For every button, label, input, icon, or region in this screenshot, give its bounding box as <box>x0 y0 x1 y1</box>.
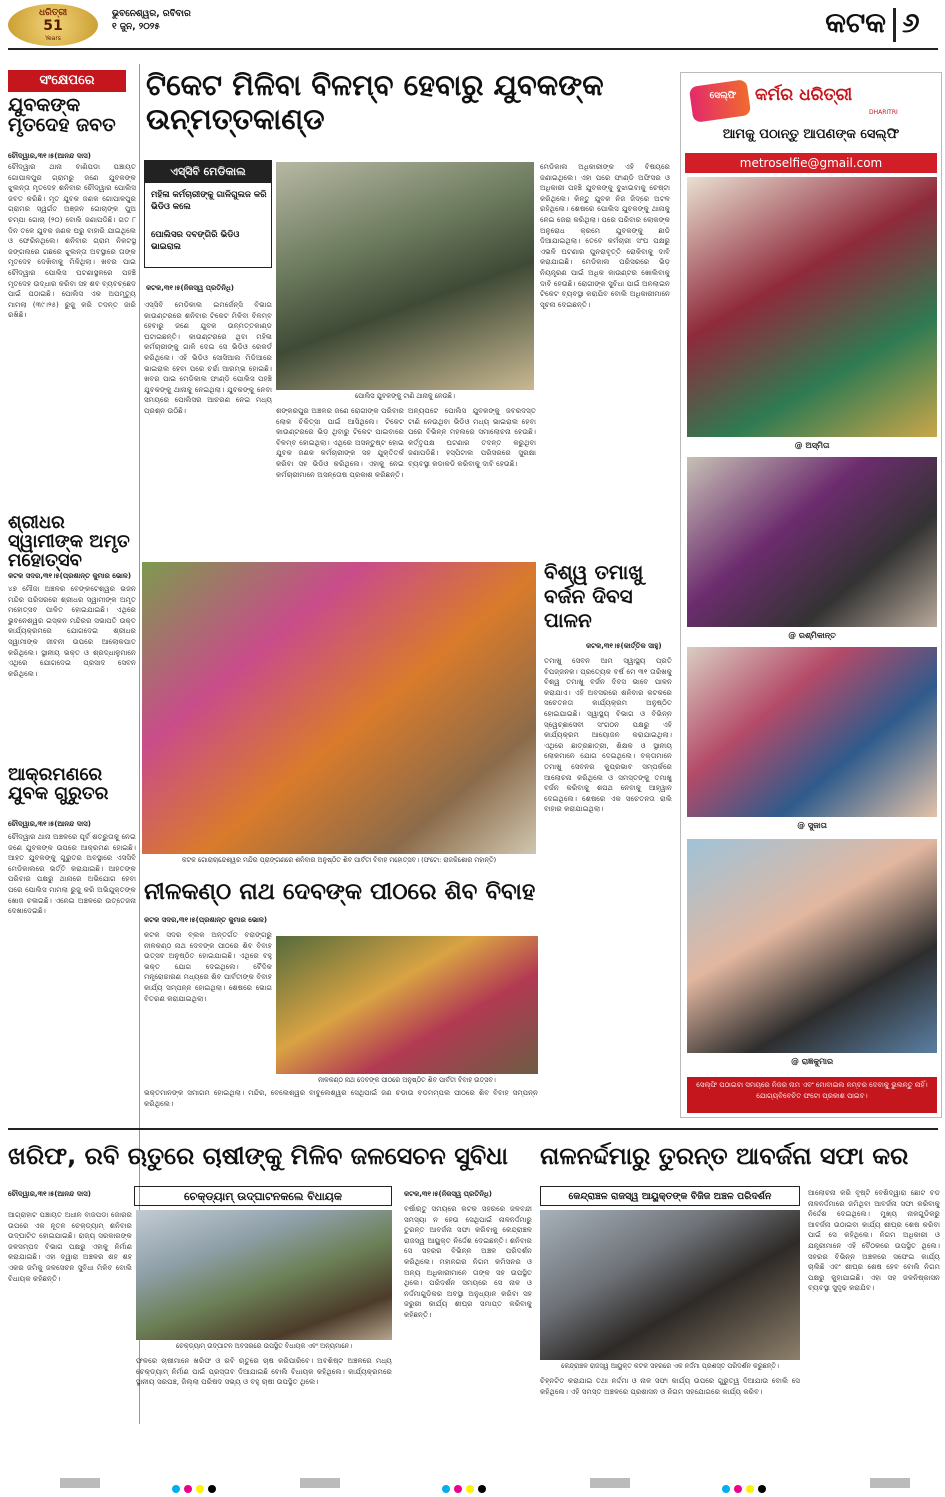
story2-title: ଶ୍ରୀଧର ସ୍ୱାମୀଙ୍କ ଅମୃତ ମହୋତ୍ସବ <box>8 512 130 571</box>
place-date-line1: ଭୁବନେଶ୍ୱର, ରବିବାର <box>112 9 191 19</box>
story3-body: ଚୌଦ୍ୱାର ଥାନା ଅଞ୍ଚଳରେ ପୂର୍ବ ଶତ୍ରୁତାକୁ ନେଇ ଜଣେ ଯୁବକଙ୍କ ଉପରେ ଆକ୍ରମଣ ହୋଇଛି। ଆହତ ଯୁବକଙ୍କୁ ଗୁରୁତର ଅବସ୍ଥାରେ ଏସସିବି ମେଡିକାଲରେ ଭର୍ତ୍ତି କରାଯାଇଛି। ଆହତଙ୍କ ପରିବାର ପକ୍ଷରୁ ଥାନାରେ ଅଭିଯୋଗ ହେବା ପରେ ପୋଲିସ ମାମଲା ରୁଜୁ କରି ଅଭିଯୁକ୍ତଙ୍କ ଖୋଜ ଚଳାଇଛି। ଏନେଇ ଅଞ୍ଚଳରେ ଉତ୍ତେଜନା ଦେଖାଦେଇଛି। <box>8 832 136 916</box>
selfie-caption-3: @ ସୁଜାତା <box>797 821 827 830</box>
bottom-headline-right: ନାଳନର୍ଦ୍ଦମାରୁ ତୁରନ୍ତ ଆବର୍ଜନା ସଫା କର <box>540 1142 909 1170</box>
place-date <box>112 8 272 34</box>
page-number: ୬ <box>902 6 920 39</box>
inspection-photo-caption: କେନ୍ଦ୍ରାଞ୍ଚଳ ରାଜସ୍ୱ ଆୟୁକ୍ତ କଟକ ସହରରେ ଏକ ନର୍ଦ୍ଦମା ପ୍ରଶସ୍ତ ପରିଦର୍ଶନ କରୁଛନ୍ତି। <box>561 1362 779 1370</box>
selfie-photo-4 <box>687 839 937 1053</box>
lead-body-1: ଏସ୍‌ସିବି ମେଡିକାଲ ଇମର୍ଜେନ୍ସି ବିଭାଗ କାଉଣ୍ଟରରେ ଶନିବାର ଟିକେଟ ମିଳିବା ବିଳମ୍ବ ହେବାରୁ ଜଣେ ଯୁବକ ଉନ୍ମତ୍ତକାଣ୍ଡ ଘଟାଇଛନ୍ତି। କାଉଣ୍ଟରରେ ଥିବା ମହିଳା କର୍ମଚାରୀଙ୍କୁ ଗାଳି ଦେଇ ସେ ଭିଡିଓ ରେକର୍ଡ କରିଥିଲେ। ଏହି ଭିଡିଓ ସୋସିଆଲ ମିଡିଆରେ ଭାଇରାଲ ହେବା ପରେ ଚର୍ଚ୍ଚା ଆରମ୍ଭ ହୋଇଛି। ଖବର ପାଇ ମେଡିକାଲ ଫାଣ୍ଡି ପୋଲିସ ପହଞ୍ଚି ଯୁବକଙ୍କୁ ଥାନାକୁ ନେଇଥିଲା। ଯୁବକଙ୍କୁ ନେବା ସମୟରେ ପୋଲିସର ଆଚରଣ ନେଇ ମଧ୍ୟ ପ୍ରଶ୍ନ ଉଠିଛି। <box>144 300 272 415</box>
shiva-body-2: ଭକ୍ତମାନଙ୍କ ସମାଗମ ହୋଇଥିଲା। ମନ୍ଦିର, ବେଲେଶ୍ୱର ବାବୁଲେଶ୍ୱର ସେଥିପାଇଁ ଜଣ ଚଡାଉ ବଡମମ୍ପଲ ପୀଠରେ ଶିବ ବିବାହ ସମ୍ପନ୍ନ କରିଥିଲେ। <box>144 1088 538 1108</box>
shiva-body: କଟକ ସଦର ବ୍ଲକ ଅନ୍ତର୍ଗତ ବରାଙ୍ଗରୁ ନୀଳକଣ୍ଠ ନାଥ ଦେବଙ୍କ ପୀଠରେ ଶିବ ବିବାହ ଉତ୍ସବ ଅନୁଷ୍ଠିତ ହୋଇଯାଇଛି। ଏଥିରେ ବହୁ ଭକ୍ତ ଯୋଗ ଦେଇଥିଲେ। ବୈଦିକ ମନ୍ତ୍ରୋଚ୍ଚାରଣ ମଧ୍ୟରେ ଶିବ ପାର୍ବତୀଙ୍କ ବିବାହ କାର୍ଯ୍ୟ ସମ୍ପନ୍ନ ହୋଇଥିଲା। ଶେଷରେ ଭୋଗ ବିତରଣ କରାଯାଇଥିଲା। <box>144 930 272 1003</box>
story2-byline: କଟକ ସଦର,୩୧।୫(ପ୍ରଶାନ୍ତ କୁମାର ଭୋଳ) <box>8 572 132 580</box>
wedding-photo-caption: କଟକ ଗୋରାଚାନ୍ଦେଶ୍ୱର ମନ୍ଦିର ପ୍ରାଙ୍ଗଣରେ ଶନିବାର ଅନୁଷ୍ଠିତ ଶିବ ପାର୍ବତୀ ବିବାହ ମହୋତ୍ସବ। (ଫଟୋ: ରାଜକିଶୋର ମହାନ୍ତି) <box>181 856 497 864</box>
bottom-left-body-2: ଫଳରେ ଚାଷୀମାନେ ଖରିଫ ଓ ରବି ଋତୁରେ ଚାଷ କରିପାରିବେ। ଅବଶିଷ୍ଟ ଅଞ୍ଚଳରେ ମଧ୍ୟ ଚେକ୍‌ଡ୍ୟାମ୍ ନିର୍ମାଣ ପାଇଁ ପ୍ରସ୍ତାବ ଦିଆଯାଇଛି ବୋଲି ବିଧାୟକ କହିଥିଲେ। କାର୍ଯ୍ୟକ୍ରମରେ ସ୍ଥାନୀୟ ସରପଞ୍ଚ, ଜିଲ୍ଲା ପରିଷଦ ସଭ୍ୟ ଓ ବହୁ ଚାଷୀ ଉପସ୍ଥିତ ଥିଲେ। <box>136 1356 392 1387</box>
logo-sub: Years <box>45 35 61 42</box>
shiva-photo <box>276 936 538 1074</box>
registration-gray-4 <box>870 1478 910 1488</box>
registration-dots-2 <box>440 1478 500 1488</box>
selfie-photo-1 <box>687 177 937 437</box>
tobacco-headline: ବିଶ୍ୱ ତମାଖୁ ବର୍ଜନ ଦିବସ ପାଳନ <box>544 560 644 632</box>
brand-small: ସେଲ୍ଫି <box>709 91 737 101</box>
lead-box-point-1: ମହିଳା କର୍ମଚାରୀଙ୍କୁ ଗାଳିଗୁଲଜ କରି ଭିଡିଓ କଲେ <box>151 190 267 212</box>
bottom-headline-left: ଖରିଫ, ରବି ଋତୁରେ ଚାଷୀଙ୍କୁ ମିଳିବ ଜଳସେଚନ ସୁବିଧା <box>8 1142 508 1170</box>
lead-box-point-2: ପୋଲିସର ଦବଙ୍ଗିରି ଭିଡିଓ ଭାଇରାଲ <box>151 230 240 252</box>
lead-byline: କଟକ,୩୧।୫(ନିଜସ୍ୱ ପ୍ରତିନିଧି) <box>146 284 234 292</box>
print-registration-bar <box>0 1474 945 1492</box>
lead-photo-caption: ପୋଲିସ ଯୁବକଙ୍କୁ ଟାଣି ଥାନାକୁ ନେଉଛି। <box>355 392 455 400</box>
wedding-photo <box>142 562 536 854</box>
phone-icon <box>689 79 751 123</box>
brief-label: ସଂକ୍ଷେପରେ <box>8 70 126 92</box>
registration-gray-1 <box>60 1478 100 1488</box>
story3-title: ଆକ୍ରମଣରେ ଯୁବକ ଗୁରୁତର <box>8 764 109 804</box>
logo-years: 51 <box>43 18 63 34</box>
dharitri-logo <box>8 4 98 46</box>
logo-text: ଧରିତ୍ରୀ <box>38 8 68 18</box>
lead-body-2: ଶଙ୍କରପୁର ଅଞ୍ଚଳର ଜଣେ ରୋଗୀଙ୍କ ପରିବାର ଲୋକ ଚିକିତ୍ସା ପାଇଁ ଆସିଥିଲେ। ଟିକେଟ କାଉଣ୍ଟରରେ ଭିଡ଼ ଥିବାରୁ ଟିକେଟ ପାଇବାରେ ବିଳମ୍ବ ହୋଇଥିଲା। ଏଥିରେ ଅସନ୍ତୁଷ୍ଟ ହୋଇ ଯୁବକ ଜଣକ କର୍ମଚାରୀଙ୍କ ସହ ଯୁକ୍ତିତର୍କ କରିବା ସହ ଭିଡିଓ କରିଥିଲେ। ଏହାକୁ ନେଇ କର୍ମଚାରୀମାନେ ଅସନ୍ତୋଷ ପ୍ରକାଶ କରିଛନ୍ତି। <box>276 406 404 479</box>
tobacco-body: ତମାଖୁ ସେବନ ଆମ ସ୍ୱାସ୍ଥ୍ୟ ପ୍ରତି ବିପଜ୍ଜନକ। ପ୍ରତ୍ୟେକ ବର୍ଷ ମେ ୩୧ ତାରିଖକୁ ବିଶ୍ୱ ତମାଖୁ ବର୍ଜନ ଦିବସ ଭାବେ ପାଳନ କରାଯାଏ। ଏହି ଅବସରରେ ଶନିବାର କଟକରେ ସଚେତନତା କାର୍ଯ୍ୟକ୍ରମ ଅନୁଷ୍ଠିତ ହୋଇଯାଇଛି। ସ୍ୱାସ୍ଥ୍ୟ ବିଭାଗ ଓ ବିଭିନ୍ନ ସ୍ୱେଚ୍ଛାସେବୀ ସଂଗଠନ ପକ୍ଷରୁ ଏହି କାର୍ଯ୍ୟକ୍ରମ ଆୟୋଜନ କରାଯାଇଥିଲା। ଏଥିରେ ଛାତ୍ରଛାତ୍ରୀ, ଶିକ୍ଷକ ଓ ସ୍ଥାନୀୟ ଲୋକମାନେ ଯୋଗ ଦେଇଥିଲେ। ବକ୍ତାମାନେ ତମାଖୁ ସେବନର କୁପ୍ରଭାବ ସମ୍ପର୍କରେ ଆଲୋଚନା କରିଥିଲେ ଓ ସମସ୍ତଙ୍କୁ ତମାଖୁ ବର୍ଜନ କରିବାକୁ ଶପଥ ନେବାକୁ ଆହ୍ୱାନ ଦେଇଥିଲେ। ଶେଷରେ ଏକ ସଚେତନତା ରାଲି ବାହାର କରାଯାଇଥିଲା। <box>544 656 672 814</box>
selfie-banner <box>685 79 937 125</box>
section-title: କଟକ <box>825 6 886 39</box>
bottom-mid-body-2: ଚିହ୍ନଟିତ କରାଯାଇ ତଥା ନର୍ଦ୍ଦମା ଓ ନାଳ ସଫା କାର୍ଯ୍ୟ ଉପରେ ଗୁରୁତ୍ୱ ଦିଆଯାଉ ବୋଲି ସେ କହିଥିଲେ। ଏହି ସମସ୍ତ ଅଞ୍ଚଳରେ ପ୍ରଶାସନ ଓ ନିଗମ ସହଯୋଗରେ କାର୍ଯ୍ୟ କରିବ। <box>540 1376 800 1396</box>
selfie-caption-2: @ ରଶ୍ମିକାନ୍ତ <box>788 631 836 640</box>
story1-title: ଯୁବକଙ୍କ ମୃତଦେହ ଜବତ <box>8 94 116 136</box>
story2-body: ୪୭ ମୌଜା ଅଞ୍ଚଳର ବେଙ୍କଟେଶ୍ୱର ଭଜନ ମନ୍ଦିର ପରିସରରେ ଶ୍ରୀଧର ସ୍ୱାମୀଙ୍କ ଅମୃତ ମହୋତ୍ସବ ପାଳିତ ହୋଇଯାଇଛି। ଏଥିରେ ଭୁବନେଶ୍ୱର ଇସ୍କନ ମନ୍ଦିରର ସଭାପତି ଉକ୍ତ କାର୍ଯ୍ୟକ୍ରମରେ ଯୋଗଦେଇ ଶ୍ରୀଧର ସ୍ୱାମୀଙ୍କ ଜୀବନୀ ଉପରେ ଆଲୋକପାତ କରିଥିଲେ। ସ୍ଥାନୀୟ ଭକ୍ତ ଓ ଶ୍ରଦ୍ଧାଳୁମାନେ ଏଥିରେ ଯୋଗଦେଇ ପ୍ରସାଦ ସେବନ କରିଥିଲେ। <box>8 584 136 678</box>
lead-body-3: ଅନ୍ୟପଟେ ପୋଲିସ ଯୁବକଙ୍କୁ ଜବରଦସ୍ତ ଟାଣି ନେଉଥିବା ଭିଡିଓ ମଧ୍ୟ ଭାଇରାଲ ହେବା ପରେ ବିଭିନ୍ନ ମହଲରେ ସମାଲୋଚନା ହେଉଛି। କର୍ତ୍ତୃପକ୍ଷ ଘଟଣାର ତଦନ୍ତ କରୁଥିବା ଜଣାପଡିଛି। ହସ୍ପିଟାଲ ପରିସରରେ ସୁରକ୍ଷା ବ୍ୟବସ୍ଥା କଡାକଡି କରିବାକୁ ଦାବି ହେଉଛି। <box>408 406 536 468</box>
registration-gray-3 <box>590 1478 630 1488</box>
story1-byline: ଚୌଦ୍ୱାର,୩୧।୫(ଆନନ୍ଦ ଦାସ) <box>8 152 91 160</box>
bottom-section-rule <box>8 1128 938 1130</box>
bottom-right-body: ଆଲୋଚନା କରି ବୃଷ୍ଟି ବେଶିଦ୍ୱାରା ଛୋଟ ବଡ ନାଳନର୍ଦ୍ଦମାରେ ଜମିଥିବା ଆବର୍ଜନା ସଫା କରିବାକୁ ନିର୍ଦ୍ଦେଶ ଦେଇଥିଲେ। ମୁଖ୍ୟ ନାଳଗୁଡିକରୁ ଆବର୍ଜନା ଉଠାଇବା କାର୍ଯ୍ୟ ଶୀଘ୍ର ଶେଷ କରିବା ପାଇଁ ସେ କହିଥିଲେ। ନିଗମ ଅଧିକାରୀ ଓ ଯନ୍ତ୍ରୀମାନେ ଏହି ବୈଠକରେ ଉପସ୍ଥିତ ଥିଲେ। ସହରର ବିଭିନ୍ନ ଅଞ୍ଚଳରେ ସଫେଇ କାର୍ଯ୍ୟ ଚାଲିଛି ଏବଂ ଶୀଘ୍ର ଶେଷ ହେବ ବୋଲି ନିଗମ ପକ୍ଷରୁ କୁହାଯାଇଛି। ଏହା ସହ ଜଳନିଷ୍କାସନ ବ୍ୟବସ୍ଥା ସୁଦୃଢ କରାଯିବ। <box>808 1188 940 1293</box>
section-divider <box>893 8 896 42</box>
lead-box-title: ଏସ୍‌ସିବି ମେଡିକାଲ <box>145 161 271 183</box>
lead-box <box>144 160 272 268</box>
selfie-photo-2 <box>687 457 937 627</box>
story3-byline: ଚୌଦ୍ୱାର,୩୧।୫(ଆନନ୍ଦ ଦାସ) <box>8 820 91 828</box>
right-text-col-body: ମେଡିକାଲ ଅଧିକାରୀଙ୍କ ଏହି ବିଷୟରେ ଜଣାଇଥିଲେ। ଏହା ପରେ ଫାଣ୍ଡି ଅଫିସର ଓ ଅଧିକାରୀ ପହଞ୍ଚି ଯୁବକଙ୍କୁ ବୁଝାଇବାକୁ ଚେଷ୍ଟା କରିଥିଲେ। କିନ୍ତୁ ଯୁବକ ନିଜ ଜିଦ୍‌ରେ ଅଟଳ ରହିଥିଲେ। ଶେଷରେ ପୋଲିସ ଯୁବକଙ୍କୁ ଥାନାକୁ ନେଇ ଜେରା କରିଥିଲା। ପରେ ପରିବାର ଲୋକଙ୍କ ଅନୁରୋଧ କ୍ରମେ ଯୁବକଙ୍କୁ ଛାଡି ଦିଆଯାଇଥିଲା। ତେବେ କର୍ମଚାରୀ ସଂଘ ପକ୍ଷରୁ ଏଭଳି ଘଟଣାର ପୁନରାବୃତ୍ତି ରୋକିବାକୁ ଦାବି କରାଯାଇଛି। ମେଡିକାଲ ପରିସରରେ ଭିଡ଼ ନିୟନ୍ତ୍ରଣ ପାଇଁ ଅଧିକ କାଉଣ୍ଟର ଖୋଲିବାକୁ ଦାବି ହେଉଛି। ରୋଗୀଙ୍କ ସୁବିଧା ପାଇଁ ଅନଲାଇନ ଟିକେଟ ବ୍ୟବସ୍ଥା କରାଯିବ ବୋଲି ଅଧିକାରୀମାନେ ସୂଚନା ଦେଇଛନ୍ତି। <box>540 162 670 309</box>
checkdam-photo <box>136 1210 392 1340</box>
brand-main: କର୍ମର ଧରିତ୍ରୀ <box>755 85 853 105</box>
place-date-line2: ୧ ଜୁନ, ୨୦୨୫ <box>112 22 160 32</box>
registration-dots-1 <box>170 1478 230 1488</box>
lead-headline: ଟିକେଟ ମିଳିବା ବିଳମ୍ବ ହେବାରୁ ଯୁବକଙ୍କ ଉନ୍ମତ୍ତକାଣ୍ଡ <box>146 68 604 136</box>
bottom-left-box: ଚେକ୍‌ଡ୍ୟାମ୍ ଉଦ୍‌ଘାଟନକଲେ ବିଧାୟକ <box>134 1186 392 1206</box>
selfie-tagline: ଆମକୁ ପଠାନ୍ତୁ ଆପଣଙ୍କ ସେଲ୍‌ଫି <box>722 127 900 142</box>
registration-gray-2 <box>300 1478 340 1488</box>
inspection-photo <box>540 1210 800 1360</box>
checkdam-photo-caption: ଚେକ୍‌ଡ୍ୟାମ୍ ଉଦ୍‌ଘାଟନ ଅବସରରେ ଉପସ୍ଥିତ ବିଧାୟକ ଏବଂ ଅନ୍ୟମାନେ। <box>175 1342 353 1350</box>
shiva-headline: ନୀଳକଣ୍ଠ ନାଥ ଦେବଙ୍କ ପୀଠରେ ଶିବ ବିବାହ <box>144 879 536 905</box>
shiva-byline: କଟକ ସଦର,୩୧।୫(ପ୍ରଶାନ୍ତ କୁମାର ଭୋଳ) <box>144 916 268 924</box>
registration-dots-3 <box>720 1478 780 1488</box>
selfie-photo-3 <box>687 647 937 817</box>
selfie-footer-note: ସେଲ୍‌ଫି ପଠାଇବା ସମୟରେ ନିଜର ନାମ ଏବଂ ମୋବାଇଲ ନମ୍ବର ଦେବାକୁ ଭୁଲନ୍ତୁ ନାହିଁ। ଯୋଗ୍ୟବିବେଚିତ ଫଟୋ ପ୍ରକାଶ ପାଇବ। <box>687 1077 937 1113</box>
masthead <box>0 0 945 50</box>
story1-body: ଚୌଦ୍ୱାର ଥାନା ବାଣିପଡା ପଞ୍ଚାୟତ ଗୋପାଳପୁର ଗ୍ରାମରୁ ଜଣେ ଯୁବକଙ୍କ ଝୁଲନ୍ତା ମୃତଦେହ ଶନିବାର ଚୌଦ୍ୱାର ପୋଲିସ ଜବତ କରିଛି। ମୃତ ଯୁବକ ଜଣକ ଗୋପାଳପୁର ଗ୍ରାମର ସ୍ୱର୍ଗତ ଅଞ୍ଜନ ଗୋଚାଙ୍କ ପୁଅ ଚମ୍ପା ଗୋଚା (୨୦) ବୋଲି ଜଣାପଡିଛି। ଗତ ୮ ଦିନ ତଳେ ଯୁବକ ଜଣକ ଘରୁ ବାହାରି ଯାଇଥିଲେ ଓ ଫେରିନଥିଲେ। ଶନିବାର ଗ୍ରାମ ନିକଟସ୍ଥ ଜଙ୍ଗଲରେ ଗଛରେ ଝୁଲନ୍ତା ଅବସ୍ଥାରେ ତାଙ୍କ ମୃତଦେହ ଦେଖିବାକୁ ମିଳିଥିଲା। ଖବର ପାଇ ଚୌଦ୍ୱାର ପୋଲିସ ଘଟଣାସ୍ଥଳରେ ପହଞ୍ଚି ମୃତଦେହ ଉଦ୍ଧାର କରିବା ସହ ଶବ ବ୍ୟବଚ୍ଛେଦ ପାଇଁ ପଠାଇଛି। ପୋଲିସ ଏକ ଅପମୃତ୍ୟୁ ମାମଲା (୩୯।୨୫) ରୁଜୁ କରି ତଦନ୍ତ ଜାରି ରଖିଛି। <box>8 162 136 320</box>
bottom-mid-box: କେନ୍ଦ୍ରାଞ୍ଚଳ ରାଜସ୍ୱ ଆୟୁକ୍ତଙ୍କ ବିଜିଜ ଅଞ୍ଚଳ ପରିଦର୍ଶନ <box>540 1186 800 1206</box>
bottom-mid-byline: କଟକ,୩୧।୫(ନିଜସ୍ୱ ପ୍ରତିନିଧି) <box>404 1190 492 1198</box>
lead-photo <box>276 162 534 390</box>
selfie-caption-1: @ ଅସ୍ମିତା <box>794 441 830 450</box>
bottom-mid-body: ବର୍ଷାଋତୁ ସମୟରେ କଟକ ସହରରେ ଜଳବନ୍ଦୀ ସମସ୍ୟା ନ ହେଉ ସେଥିପାଇଁ ନାଳନର୍ଦ୍ଦମାରୁ ତୁରନ୍ତ ଆବର୍ଜନା ସଫା କରିବାକୁ କେନ୍ଦ୍ରାଞ୍ଚଳ ରାଜସ୍ୱ ଆୟୁକ୍ତ ନିର୍ଦ୍ଦେଶ ଦେଇଛନ୍ତି। ଶନିବାର ସେ ସହରର ବିଭିନ୍ନ ଅଞ୍ଚଳ ପରିଦର୍ଶନ କରିଥିଲେ। ମହାନଗର ନିଗମ କମିସନର ଓ ଅନ୍ୟ ଅଧିକାରୀମାନେ ତାଙ୍କ ସହ ଉପସ୍ଥିତ ଥିଲେ। ପରିଦର୍ଶନ ସମୟରେ ସେ ନାଳ ଓ ନର୍ଦ୍ଦମାଗୁଡିକର ଅବସ୍ଥା ଅନୁଧ୍ୟାନ କରିବା ସହ ଜରୁରୀ କାର୍ଯ୍ୟ ଶୀଘ୍ର ସମାପ୍ତ କରିବାକୁ କହିଛନ୍ତି। <box>404 1204 532 1319</box>
bottom-left-byline: ଚୌଦ୍ୱାର,୩୧।୫(ଆନନ୍ଦ ଦାସ) <box>8 1190 91 1198</box>
selfie-email[interactable]: metroselfie@gmail.com <box>685 153 937 173</box>
brand-sub: DHARITRI <box>869 109 898 116</box>
selfie-panel <box>680 72 942 1118</box>
shiva-photo-caption: ନୀଳକଣ୍ଠ ନାଥ ଦେବଙ୍କ ପୀଠରେ ଅନୁଷ୍ଠିତ ଶିବ ପାର୍ବତୀ ବିବାହ ଉତ୍ସବ। <box>318 1076 496 1084</box>
tobacco-byline: କଟକ,୩୧।୫(କାର୍ତ୍ତିକ ସାହୁ) <box>586 642 662 650</box>
bottom-left-body: ଆଗ୍ରାହାଟ ପଞ୍ଚାୟତ ଅଧୀନ ବାଜପଡା ଜୋରର ଉପରେ ଏକ ନୂତନ ଚେକ୍‌ଡ୍ୟାମ୍ ଶନିବାର ଉଦ୍‌ଘାଟିତ ହୋଇଯାଇଛି। ରାଜ୍ୟ ସରକାରଙ୍କ ଜଳସମ୍ପଦ ବିଭାଗ ପକ୍ଷରୁ ଏହାକୁ ନିର୍ମାଣ କରାଯାଇଛି। ଏହା ଦ୍ୱାରା ଅଞ୍ଚଳର ଶହ ଶହ ଏକର ଜମିକୁ ଜଳସେଚନ ସୁବିଧା ମିଳିବ ବୋଲି ବିଧାୟକ କହିଛନ୍ତି। <box>8 1210 132 1283</box>
masthead-rule <box>8 48 938 50</box>
selfie-caption-4: @ ରାଜ୍ଞକୁମାର <box>790 1057 834 1066</box>
